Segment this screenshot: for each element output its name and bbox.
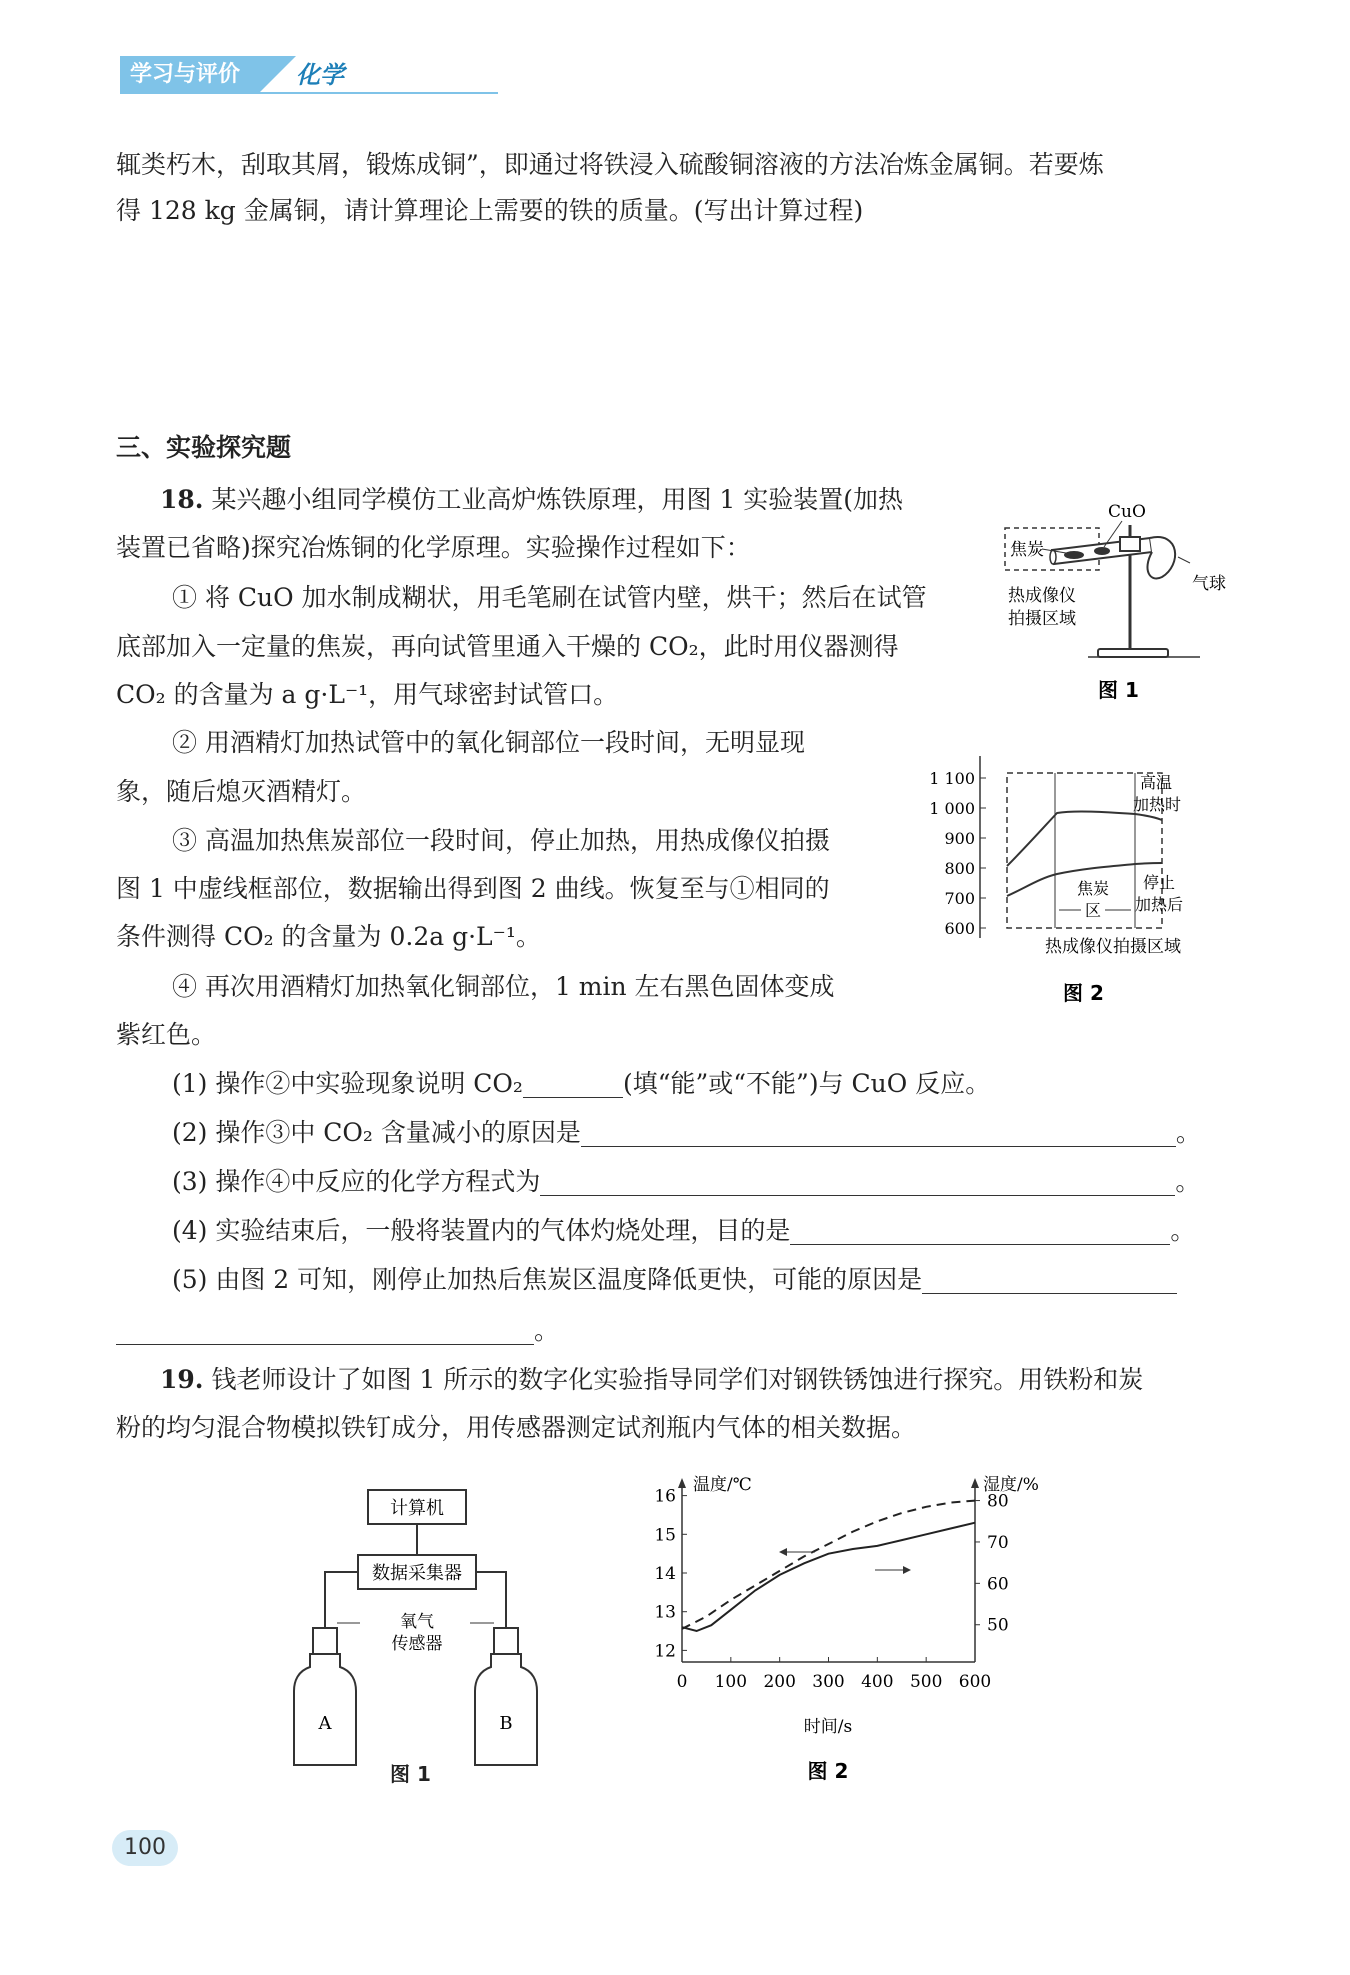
q18-line-3: ① 将 CuO 加水制成糊状，用毛笔刷在试管内壁，烘干；然后在试管 xyxy=(172,583,927,612)
q18-fig2-caption: 图 2 xyxy=(1063,981,1104,1005)
sensor-a xyxy=(313,1628,337,1654)
x-tick-label: 100 xyxy=(714,1672,748,1692)
bottle-b xyxy=(475,1654,537,1765)
q18-line-4: 底部加入一定量的焦炭，再向试管里通入干燥的 CO₂，此时用仪器测得 xyxy=(116,632,899,661)
y-tick-label: 1 100 xyxy=(929,769,975,788)
left-axis-arrow xyxy=(678,1478,686,1488)
y2-tick-label: 80 xyxy=(987,1491,1009,1512)
y-tick-label: 1 000 xyxy=(929,799,975,818)
y-axis-label: 温度/℃ xyxy=(693,1475,752,1495)
x-tick-label: 400 xyxy=(861,1672,894,1692)
answer-blank-5a[interactable] xyxy=(922,1263,1177,1294)
q18-fig2 xyxy=(925,748,1245,1008)
q18-line-12: 紫红色。 xyxy=(116,1020,217,1049)
y-tick-label: 13 xyxy=(654,1602,676,1623)
cable-left xyxy=(325,1572,358,1628)
q18-sub-2 xyxy=(172,1108,1201,1158)
intro-line-1: 辄类朽木，刮取其屑，锻炼成铜”，即通过将铁浸入硫酸铜溶液的方法冶炼金属铜。若要炼 xyxy=(116,150,1104,179)
end-period: 。 xyxy=(1175,1167,1201,1196)
q19-line-1 xyxy=(160,1355,1143,1405)
label-sensor-2: 传感器 xyxy=(391,1634,443,1654)
q19-fig2-chart xyxy=(640,1470,1070,1800)
q19-fig1 xyxy=(290,1485,550,1790)
q18-sub-4 xyxy=(172,1206,1195,1256)
curve-upper xyxy=(1007,811,1162,866)
y-tick-label: 15 xyxy=(654,1525,676,1546)
y2-tick-label: 70 xyxy=(987,1532,1009,1553)
y-tick-label: 12 xyxy=(654,1641,676,1662)
cable-right xyxy=(476,1572,506,1628)
q18-sub-5 xyxy=(172,1255,1177,1305)
q19-line-1-text: 钱老师设计了如图 1 所示的数字化实验指导同学们对钢铁锈蚀进行探究。用铁粉和炭 xyxy=(211,1365,1144,1394)
answer-blank-1[interactable] xyxy=(523,1067,623,1098)
page-number: 100 xyxy=(112,1830,178,1866)
q18-line-1 xyxy=(160,475,903,525)
label-sensor-1: 氧气 xyxy=(400,1612,434,1632)
answer-blank-2[interactable] xyxy=(581,1116,1176,1147)
q18-sub-5-cont xyxy=(116,1306,559,1356)
y2-axis-label: 湿度/% xyxy=(983,1475,1039,1495)
label-collector: 数据采集器 xyxy=(372,1563,462,1584)
y-ticks xyxy=(980,778,986,928)
q18-line-5: CO₂ 的含量为 a g·L⁻¹，用气球密封试管口。 xyxy=(116,680,619,709)
label-coke: 焦炭 xyxy=(1010,540,1044,560)
stand-base xyxy=(1098,649,1168,657)
clamp xyxy=(1120,537,1140,551)
intro-line-2: 得 128 kg 金属铜，请计算理论上需要的铁的质量。(写出计算过程) xyxy=(116,196,864,225)
q18-sub-1 xyxy=(172,1059,990,1109)
q18-sub-1-b: (填“能”或“不能”)与 CuO 反应。 xyxy=(622,1069,991,1098)
q18-number: 18. xyxy=(160,485,204,514)
y2-tick-label: 50 xyxy=(987,1615,1009,1636)
q18-sub-3 xyxy=(172,1157,1200,1207)
x-tick-label: 300 xyxy=(812,1672,845,1692)
label-computer: 计算机 xyxy=(390,1498,444,1519)
subject-title: 化学 xyxy=(296,61,344,89)
q18-fig1 xyxy=(990,495,1240,710)
q19-number: 19. xyxy=(160,1365,204,1394)
answer-blank-4[interactable] xyxy=(790,1214,1170,1245)
q18-sub-2-text: (2) 操作③中 CO₂ 含量减小的原因是 xyxy=(172,1118,581,1147)
q18-line-2: 装置已省略)探究冶炼铜的化学原理。实验操作过程如下： xyxy=(116,533,751,562)
q18-fig1-caption: 图 1 xyxy=(1098,678,1139,702)
q18-line-6: ② 用酒精灯加热试管中的氧化铜部位一段时间，无明显现 xyxy=(172,728,805,757)
answer-blank-5b[interactable] xyxy=(116,1314,534,1345)
cuo-mark xyxy=(1094,547,1110,555)
q18-line-7: 象，随后熄灭酒精灯。 xyxy=(116,777,367,806)
label-bottle-a: A xyxy=(318,1713,332,1734)
q18-line-11: ④ 再次用酒精灯加热氧化铜部位，1 min 左右黑色固体变成 xyxy=(172,972,835,1001)
y-tick-label: 16 xyxy=(654,1486,676,1507)
end-period: 。 xyxy=(1175,1118,1201,1147)
q18-sub-5-text: (5) 由图 2 可知，刚停止加热后焦炭区温度降低更快，可能的原因是 xyxy=(172,1265,923,1294)
q18-line-9: 图 1 中虚线框部位，数据输出得到图 2 曲线。恢复至与①相同的 xyxy=(116,874,830,903)
label-bottle-b: B xyxy=(499,1713,513,1734)
label-coke-1: 焦炭 xyxy=(1077,879,1110,898)
temperature-series-line xyxy=(682,1523,975,1631)
x-tick-label: 500 xyxy=(909,1672,943,1692)
x-tick-label: 600 xyxy=(958,1672,992,1692)
label-stop-2: 加热后 xyxy=(1135,895,1184,914)
coke-mark xyxy=(1064,551,1084,559)
humidity-series-line xyxy=(682,1501,975,1629)
label-coke-2: 区 xyxy=(1085,901,1102,920)
balloon xyxy=(1147,537,1175,578)
label-cuo: CuO xyxy=(1108,502,1146,522)
sensor-b xyxy=(494,1628,518,1654)
book-title: 学习与评价 xyxy=(120,56,258,94)
label-zone-1: 热成像仪 xyxy=(1008,586,1076,606)
q18-sub-3-text: (3) 操作④中反应的化学方程式为 xyxy=(172,1167,541,1196)
q18-sub-1-a: (1) 操作②中实验现象说明 CO₂ xyxy=(172,1069,523,1098)
y-tick-label: 900 xyxy=(944,829,975,848)
label-stop-1: 停止 xyxy=(1143,873,1176,892)
x-tick-label: 200 xyxy=(763,1672,796,1692)
y2-tick-label: 60 xyxy=(987,1574,1009,1595)
q19-line-2: 粉的均匀混合物模拟铁钉成分，用传感器测定试剂瓶内气体的相关数据。 xyxy=(116,1413,917,1442)
bottle-a xyxy=(294,1654,356,1765)
answer-blank-3[interactable] xyxy=(540,1165,1175,1196)
y-tick-label: 14 xyxy=(654,1564,676,1584)
section-title: 三、实验探究题 xyxy=(116,433,292,462)
right-axis-arrow xyxy=(971,1478,979,1488)
badge-arrow xyxy=(258,56,296,94)
q18-line-8: ③ 高温加热焦炭部位一段时间，停止加热，用热成像仪拍摄 xyxy=(172,826,830,855)
humidity-pointer-head xyxy=(779,1548,787,1556)
q19-fig1-caption: 图 1 xyxy=(390,1762,431,1786)
end-period: 。 xyxy=(1170,1216,1196,1245)
q18-line-10: 条件测得 CO₂ 的含量为 0.2a g·L⁻¹。 xyxy=(116,922,541,951)
x-tick-label: 0 xyxy=(676,1672,688,1692)
label-high-2: 加热时 xyxy=(1133,795,1182,814)
q19-fig2-caption: 图 2 xyxy=(807,1759,849,1783)
label-balloon: 气球 xyxy=(1192,574,1226,594)
header-underline xyxy=(258,92,498,94)
temperature-pointer-head xyxy=(903,1566,911,1574)
header-badge xyxy=(120,56,378,94)
tube-bottom xyxy=(1050,550,1056,564)
label-high-1: 高温 xyxy=(1140,773,1173,792)
balloon-leader xyxy=(1178,557,1190,563)
q18-line-1-text: 某兴趣小组同学模仿工业高炉炼铁原理，用图 1 实验装置(加热 xyxy=(211,485,904,514)
x-axis-label: 时间/s xyxy=(803,1717,853,1737)
q18-sub-4-text: (4) 实验结束后，一般将装置内的气体灼烧处理，目的是 xyxy=(172,1216,791,1245)
y-tick-label: 600 xyxy=(944,919,975,938)
end-period: 。 xyxy=(534,1316,560,1345)
y-tick-label: 800 xyxy=(944,859,975,878)
y-tick-label: 700 xyxy=(944,889,975,908)
label-zone: 热成像仪拍摄区域 xyxy=(1045,937,1181,957)
label-zone-2: 拍摄区域 xyxy=(1008,609,1076,629)
